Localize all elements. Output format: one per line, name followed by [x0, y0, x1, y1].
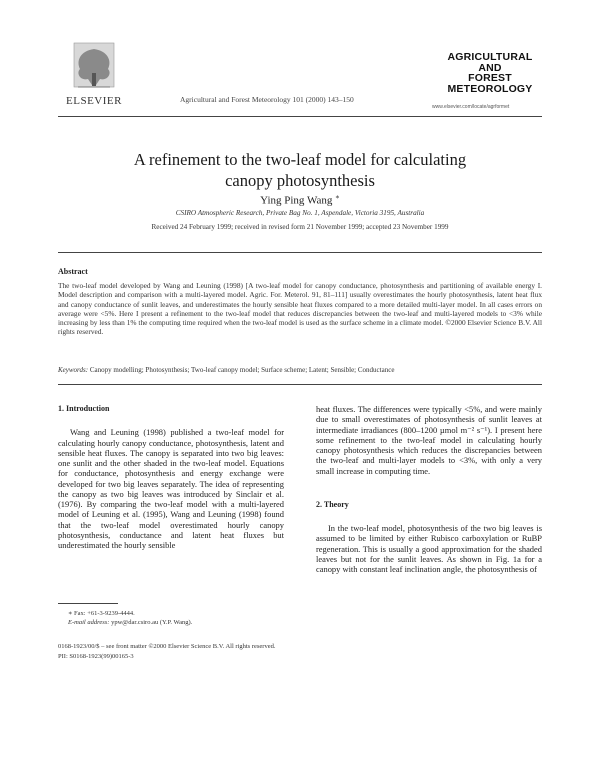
footnote-rule [58, 603, 118, 604]
journal-citation: Agricultural and Forest Meteorology 101 (2000) 143–150 [180, 95, 354, 104]
section-heading-introduction: 1. Introduction [58, 404, 110, 413]
email-address: ypw@dar.csiro.au (Y.P. Wang). [111, 619, 193, 626]
abstract-text: The two-leaf model developed by Wang and Leuning (1998) [A two-leaf model for canopy conductance, photosynthesis and partitioning of available energy I. Model description and comparison with a multi-layered model. Agric. For. Meterol. 91, 81–111] usually overestimates the hourly photosynthesis, latent heat flux and canopy conductance of sunlit leaves, and underestimates the hourly sensible heat fluxes compared to a more detailed multi-layer model. In all cases errors on average were <5%. Here I present a refinement to the two-leaf model that reduces discrepancies between the two-leaf and multi-layered models to <3% while increasing by less than 1% the computing time required when the two-leaf model is used as the surface scheme in a climate model. ©2000 Elsevier Science B.V. All rights reserved. [58, 281, 542, 337]
journal-logo-line: AND [478, 61, 502, 74]
left-column [58, 404, 284, 550]
author-footnote-mark: ∗ [335, 193, 340, 201]
abstract-bottom-rule [58, 384, 542, 385]
footnote-fax: ∗ Fax: +61-3-9239-4444. [68, 610, 135, 617]
keywords [58, 366, 542, 374]
journal-logo-line: METEOROLOGY [447, 82, 533, 95]
abstract-top-rule [58, 252, 542, 253]
author-name: Ying Ping Wang [260, 194, 333, 207]
pii-line: PII: S0168-1923(99)00165-3 [58, 653, 134, 660]
publisher-name: ELSEVIER [66, 95, 122, 107]
keywords-label: Keywords: [58, 366, 89, 374]
copyright-line: 0168-1923/00/$ – see front matter ©2000 Elsevier Science B.V. All rights reserved. [58, 643, 276, 650]
introduction-paragraph: Wang and Leuning (1998) published a two-leaf model for calculating hourly canopy conductance, photosynthesis, latent and sensible heat fluxes. The canopy is separated into two big leaves: one sunlit and the other shaded in the two-leaf model. Equations for conductance, photosynthesis and energy exchange were developed for two big leaves separately. The idea of representing the canopy as two big leaves was introduced by Sinclair et al. (1976). By comparing the two-leaf model with a multi-layered model of Leuning et al. (1995), Wang and Leuning (1998) found that the two-leaf model overestimated hourly canopy photosynthesis, conductance and latent heat fluxes but underestimated the hourly sensible [58, 427, 284, 550]
journal-logo-line: AGRICULTURAL [447, 51, 533, 63]
title-line: canopy photosynthesis [225, 171, 375, 190]
email-label: E-mail address: [68, 619, 110, 626]
title-line: A refinement to the two-leaf model for calculating [133, 150, 467, 169]
introduction-continued-paragraph: heat fluxes. The differences were typically <5%, and were mainly due to small overestimates of photosynthesis of sunlit leaves at intermediate irradiances (800–1200 µmol m⁻² s⁻¹). I present here some refinement to the two-leaf model in calculating hourly canopy photosynthesis which reduces the discrepancies between the two-leaf and multi-layer models to <3%, with only a very small increase in computing time. [316, 404, 542, 476]
theory-paragraph: In the two-leaf model, photosynthesis of the two big leaves is assumed to be limited by either Rubisco carboxylation or RuBP regeneration. This is usually a good approximation for the shaded leaves but not for the sunlit leaves. As shown in Fig. 1a for a canopy with constant leaf inclination angle, the photosynthesis of [316, 523, 542, 574]
journal-url: www.elsevier.com/locate/agrformet [432, 104, 510, 110]
header-rule [58, 116, 542, 117]
received-dates: Received 24 February 1999; received in revised form 21 November 1999; accepted 23 November 1999 [151, 223, 449, 231]
journal-logo [430, 52, 550, 94]
right-column [316, 404, 542, 574]
author [100, 193, 500, 207]
keywords-list: Canopy modelling; Photosynthesis; Two-leaf canopy model; Surface scheme; Latent; Sensible; Conductance [89, 366, 395, 374]
journal-logo-line: FOREST [468, 72, 512, 84]
article-title [100, 149, 500, 191]
section-heading-theory: 2. Theory [316, 499, 349, 509]
abstract-heading: Abstract [58, 267, 88, 276]
footnote-email [68, 619, 192, 626]
affiliation: CSIRO Atmospheric Research, Private Bag No. 1, Aspendale, Victoria 3195, Australia [175, 209, 425, 217]
